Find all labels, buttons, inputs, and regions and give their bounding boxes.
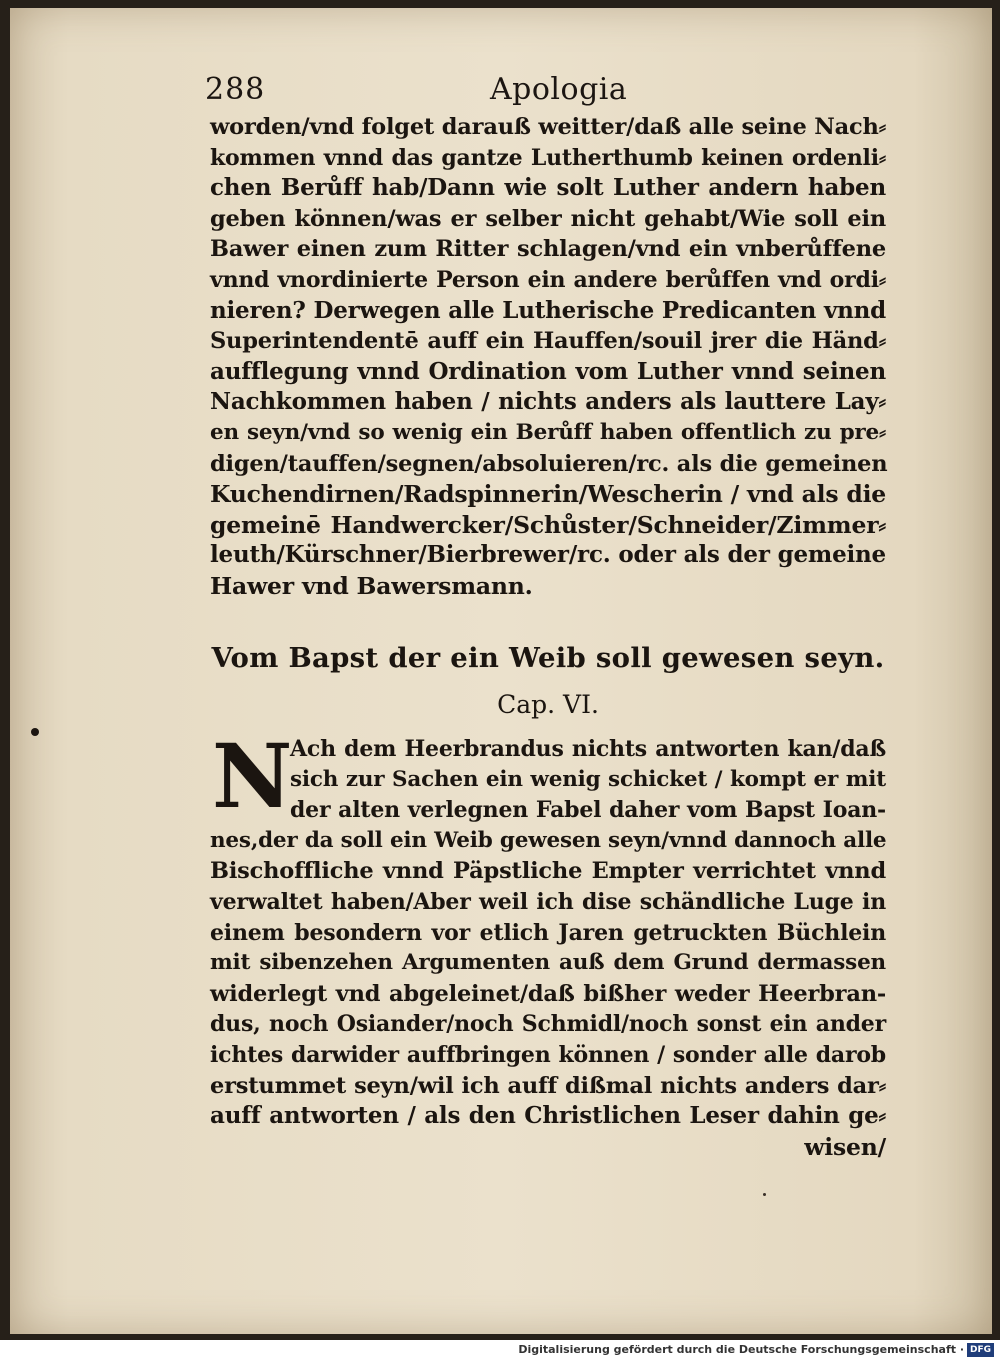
text-line: gemeinē Handwercker/Schůster/Schneider/Zimmer⸗ <box>210 510 886 539</box>
catchword: wisen/ <box>804 1132 886 1161</box>
digitization-footer <box>0 1340 1000 1361</box>
text-line: dus, noch Osiander/noch Schmidl/noch sonst ein ander <box>210 1011 886 1038</box>
paragraph-2 <box>210 724 887 1162</box>
funding-credit: Digitalisierung gefördert durch die Deutsche Forschungsgemeinschaft · <box>518 1343 964 1356</box>
text-line: auff antworten / als den Christlichen Leser dahin ge⸗ <box>210 1102 886 1130</box>
page-header <box>205 72 885 116</box>
text-line: leuth/Kürschner/Bierbrewer/rc. oder als der gemeine <box>210 541 886 569</box>
text-line: widerlegt vnd abgeleinet/daß bißher weder Heerbran- <box>210 980 886 1007</box>
text-line: einem besondern vor etlich Jaren getruckten Büchlein <box>210 919 886 946</box>
running-title: Apologia <box>490 72 628 107</box>
text-line: worden/vnd folget darauß weitter/daß alle seine Nach⸗ <box>210 114 886 140</box>
text-line: Bawer einen zum Ritter schlagen/vnd ein vnberůffene <box>210 236 886 263</box>
text-line: mit sibenzehen Argumenten auß dem Grund dermassen <box>210 950 886 976</box>
margin-ink-spot <box>31 728 39 736</box>
text-line: en seyn/vnd so wenig ein Berůff haben offentlich zu pre⸗ <box>210 419 886 445</box>
text-line: Kuchendirnen/Radspinnerin/Wescherin / vnd als die <box>210 480 887 509</box>
text-line: verwaltet haben/Aber weil ich dise schändliche Luge in <box>210 888 886 915</box>
text-line: nes,der da soll ein Weib gewesen seyn/vnnd dannoch alle <box>210 827 887 853</box>
page-number: 288 <box>205 72 266 107</box>
decorated-initial: N <box>212 724 293 828</box>
dfg-logo-icon[interactable]: DFG <box>967 1343 994 1357</box>
text-line: Bischoffliche vnnd Päpstliche Empter verrichtet vnnd <box>210 858 886 885</box>
text-line: geben können/was er selber nicht gehabt/Wie soll ein <box>210 205 886 232</box>
paper-speck <box>763 1193 766 1196</box>
section-heading: Vom Bapst der ein Weib soll gewesen seyn. <box>211 642 885 674</box>
paragraph-1 <box>210 112 886 602</box>
text-line: Hawer vnd Bawersmann. <box>210 571 533 600</box>
text-line: sich zur Sachen ein wenig schicket / kompt er mit <box>290 766 886 792</box>
text-line: vnnd vnordinierte Person ein andere berůffen vnd ordi⸗ <box>210 266 886 293</box>
text-line: Ach dem Heerbrandus nichts antworten kan/daß <box>290 736 886 762</box>
text-line: aufflegung vnnd Ordination vom Luther vnnd seinen <box>210 357 886 385</box>
text-line: Superintendentē auff ein Hauffen/souil jrer die Händ⸗ <box>210 328 886 355</box>
text-line: kommen vnnd das gantze Lutherthumb keinen ordenli⸗ <box>210 144 886 171</box>
text-line: digen/tauffen/segnen/absoluieren/rc. als die gemeinen <box>210 450 888 477</box>
text-line: nieren? Derwegen alle Lutherische Predicanten vnnd <box>210 296 887 324</box>
text-line: der alten verlegnen Fabel daher vom Bapst Ioan- <box>290 797 886 824</box>
text-line: chen Berůff hab/Dann wie solt Luther andern haben <box>210 174 886 202</box>
text-line: Nachkommen haben / nichts anders als lauttere Lay⸗ <box>210 388 886 416</box>
text-line: erstummet seyn/wil ich auff dißmal nichts anders dar⸗ <box>210 1072 886 1099</box>
text-line: ichtes darwider auffbringen können / sonder alle darob <box>210 1041 886 1068</box>
chapter-number: Cap. VI. <box>497 690 599 719</box>
